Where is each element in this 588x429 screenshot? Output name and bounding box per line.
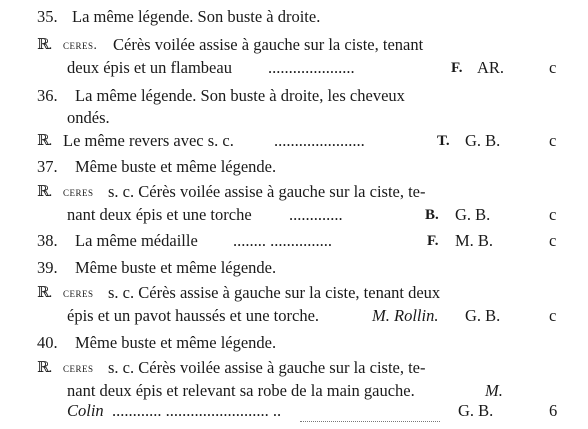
cut-off-line (0, 421, 588, 429)
entry-number: 40. (37, 333, 58, 352)
entry-text: deux épis et un flambeau (67, 58, 232, 77)
entry-37-line (0, 156, 588, 178)
metal-size: G. B. (455, 205, 491, 224)
entry-39-reverse-line (0, 282, 588, 304)
rarity-mark: T. (437, 133, 450, 149)
entry-40-continuation (0, 400, 588, 422)
reverse-legend: ceres (63, 285, 94, 300)
leader-dots: ........ ............... (233, 231, 332, 250)
reverse-symbol: ℝ. (37, 360, 52, 376)
entry-text: épis et un pavot haussés et une torche. (67, 306, 320, 325)
entry-39-continuation (0, 305, 588, 327)
reverse-symbol: ℝ. (37, 285, 52, 301)
metal-size: AR. (477, 58, 505, 77)
entry-text: Le même revers avec s. c. (63, 131, 234, 150)
entry-number: 36. (37, 86, 58, 105)
entry-40-continuation (0, 380, 588, 402)
rarity-mark: B. (425, 207, 439, 223)
entry-36-reverse-line (0, 130, 588, 152)
column-letter: c (549, 231, 557, 250)
metal-size: M. B. (455, 231, 494, 250)
cut-off-text-fragment (300, 421, 440, 425)
entry-text: La même légende. Son buste à droite, les cheveux (75, 86, 405, 105)
metal-size: G. B. (465, 306, 501, 325)
collection-name: M. (485, 381, 503, 400)
entry-37-reverse-line (0, 181, 588, 203)
entry-number: 37. (37, 157, 58, 176)
entry-36-continuation (0, 107, 588, 129)
entry-36-line (0, 85, 588, 107)
entry-text: Même buste et même légende. (75, 157, 277, 176)
leader-dots: ...................... (274, 131, 365, 150)
column-letter: c (549, 306, 557, 325)
entry-text: nant deux épis et une torche (67, 205, 252, 224)
entry-number: 35. (37, 7, 58, 26)
leader-dots: ..................... (268, 58, 355, 77)
entry-number: 39. (37, 258, 58, 277)
entry-text: Même buste et même légende. (75, 258, 277, 277)
reverse-symbol: ℝ. (37, 133, 52, 149)
entry-text: La même médaille (75, 231, 198, 250)
rarity-mark: F. (427, 233, 439, 249)
entry-text: s. c. Cérès voilée assise à gauche sur la ciste, te- (108, 358, 426, 377)
entry-38-line (0, 230, 588, 252)
entry-text: ondés. (67, 108, 110, 127)
entry-40-reverse-line (0, 357, 588, 379)
entry-35-line (0, 6, 588, 28)
reverse-legend: ceres. (63, 37, 98, 52)
reverse-symbol: ℝ. (37, 184, 52, 200)
column-letter: c (549, 58, 557, 77)
column-letter: c (549, 205, 557, 224)
entry-text: s. c. Cérès assise à gauche sur la ciste, tenant deux (108, 283, 441, 302)
entry-35-continuation (0, 57, 588, 79)
column-letter: 6 (549, 401, 558, 420)
metal-size: G. B. (465, 131, 501, 150)
entry-text: s. c. Cérès voilée assise à gauche sur la ciste, te- (108, 182, 426, 201)
collection-name: Colin (67, 401, 104, 420)
leader-dots: ............ ......................... .. (112, 401, 282, 420)
reverse-legend: ceres (63, 360, 94, 375)
entry-text: La même légende. Son buste à droite. (72, 7, 321, 26)
entry-text: nant deux épis et relevant sa robe de la main gauche. (67, 381, 415, 400)
column-letter: c (549, 131, 557, 150)
entry-37-continuation (0, 204, 588, 226)
rarity-mark: F. (451, 60, 463, 76)
entry-text: Cérès voilée assise à gauche sur la ciste, tenant (113, 35, 424, 54)
leader-dots: ............. (289, 205, 343, 224)
metal-size: G. B. (458, 401, 494, 420)
entry-35-reverse-line (0, 34, 588, 56)
entry-40-line (0, 332, 588, 354)
reverse-symbol: ℝ. (37, 37, 52, 53)
entry-number: 38. (37, 231, 58, 250)
entry-39-line (0, 257, 588, 279)
collection-name: M. Rollin. (372, 306, 439, 325)
entry-text: Même buste et même légende. (75, 333, 277, 352)
reverse-legend: ceres (63, 184, 94, 199)
